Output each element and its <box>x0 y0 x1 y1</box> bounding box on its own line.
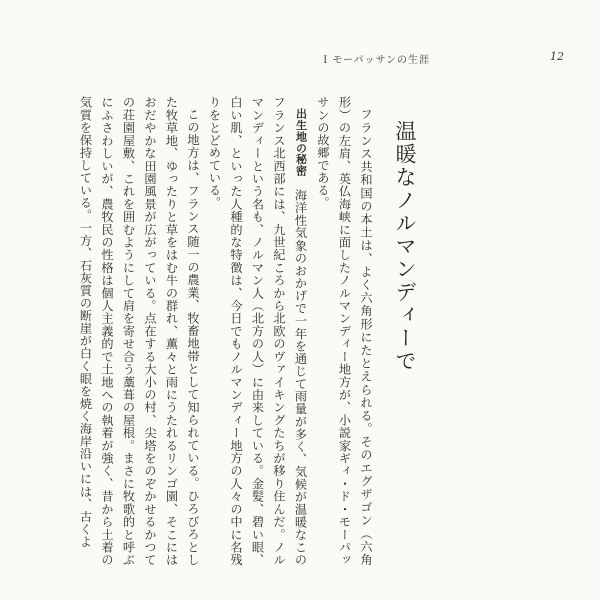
paragraph-2-text: 海洋性気象のおかげで一年を通じて雨量が多く、気候が温暖なこのフランス北西部には、九世紀ころから北欧のヴァイキングたちが移り住んだ。ノルマンディーという名も、ノルマン人（北方の人）に由来している。金髪、碧い眼、白い肌、といった人種的な特徴は、今日でもノルマンディー地方の人々の中に名残りをとどめている。 <box>207 96 308 566</box>
paragraph-2 <box>203 96 312 566</box>
section-title: 温暖なノルマンディーで <box>393 120 417 373</box>
paragraph-3: この地方は、フランス随一の農業、牧畜地帯として知られている。ひろびろとした牧草地、ゆったりと草をはむ牛の群れ、薫々と雨にうたれるリンゴ園、そこにはおだやかな田園風景が広がっている。点在する大小の村、尖塔をのぞかせるかつての荘園屋敷、これを囲むようにして肩を寄せ合う藁葺の屋根。まさに牧歌的と呼ぶにふさわしいが、農牧民の性格は個人主義的で土地への執着が強く、昔から土着の気質を保持している。一方、石灰質の断崖が白く眼を焼く海岸沿いには、古くよ <box>78 96 200 566</box>
body-text <box>56 96 376 566</box>
sidehead-birthplace: 出生地の秘密 <box>294 108 308 177</box>
page-number: 12 <box>550 50 564 63</box>
running-header-chapter: Ⅰ モーパッサンの生涯 <box>323 55 430 66</box>
paragraph-1: フランス共和国の本土は、よく六角形にたとえられる。そのエグザゴン（六角形）の左肩、英仏海峡に面したノルマンディー地方が、小説家ギィ・ド・モーパッサンの故郷である。 <box>316 96 373 566</box>
